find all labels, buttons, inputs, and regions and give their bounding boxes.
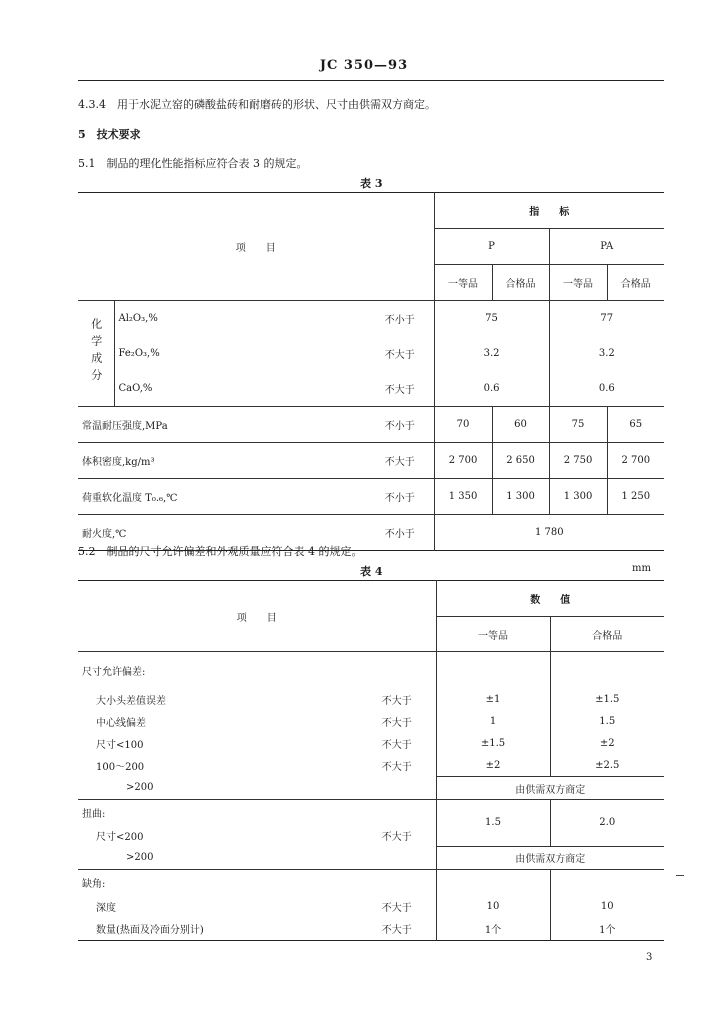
clause-number: 5.1 (78, 157, 96, 170)
margin-mark (676, 875, 684, 876)
table4-row-name: 深度 (96, 903, 116, 914)
table4-cell: 1个 (436, 918, 550, 941)
table4-row-cond: 不大于 (381, 903, 412, 914)
section-title: 技术要求 (96, 128, 141, 141)
table4-cell: 1个 (550, 918, 664, 941)
table4-row-cond: 不大于 (381, 831, 412, 843)
table4-row-name: 尺寸<100 (96, 739, 144, 751)
clause-text: 制品的理化性能指标应符合表 3 的规定。 (106, 157, 308, 170)
table4-cell: ±2.5 (550, 754, 664, 777)
table3-row-name: 常温耐压强度,MPa (82, 421, 168, 432)
table3-cell: 2 700 (434, 443, 492, 479)
table3-cell: 1 780 (434, 515, 664, 551)
table3-grade: 一等品 (434, 265, 492, 301)
clause-text: 用于水泥立窑的磷酸盐砖和耐磨砖的形状、尺寸由供需双方商定。 (117, 98, 436, 111)
table4-cell: 由供需双方商定 (436, 846, 664, 869)
table4-row-name: 100～200 (96, 761, 145, 773)
table4-cell: 2.0 (550, 800, 664, 847)
section-5-heading (78, 126, 141, 142)
table4-group-title: 尺寸允许偏差: (82, 666, 146, 678)
table4-cell: ±1.5 (436, 732, 550, 754)
table4-row-name: 大小头差值误差 (96, 695, 166, 707)
table3-cell: 3.2 (549, 336, 664, 371)
clause-number: 5.2 (78, 545, 96, 558)
table4-row-name: >200 (126, 782, 154, 794)
table3-cell: 1 250 (607, 479, 664, 515)
table4-row-cond: 不大于 (381, 695, 412, 707)
table3-chem-label: 化学成分 (89, 318, 103, 386)
table3-group-pa: PA (549, 229, 664, 265)
table3-row-cond: 不小于 (384, 421, 415, 432)
table3-cell: 0.6 (434, 371, 549, 407)
table3-row-cond: 不小于 (384, 315, 415, 326)
table3-cell: 77 (549, 301, 664, 337)
table3-row-name: Al₂O₃,% (114, 301, 366, 337)
table3-row-name: 体积密度,kg/m³ (82, 457, 155, 468)
table3-cell: 1 300 (549, 479, 607, 515)
table4-cell: 1 (436, 710, 550, 732)
table3-cell: 75 (434, 301, 549, 337)
table4-row-cond: 不大于 (381, 717, 412, 729)
table3-row-name: Fe₂O₃,% (114, 336, 366, 371)
table4-cell: ±2 (436, 754, 550, 777)
table4-cell: ±2 (550, 732, 664, 754)
table3-row-cond: 不小于 (384, 493, 415, 504)
table-4 (78, 580, 664, 941)
table4-group-title: 缺角: (82, 879, 106, 890)
table3-cell: 1 350 (434, 479, 492, 515)
table3-grade: 一等品 (549, 265, 607, 301)
table4-cell: 1.5 (550, 710, 664, 732)
table4-caption: 表 4 (360, 565, 383, 578)
header-rule (78, 80, 664, 81)
table4-grade: 合格品 (550, 617, 664, 652)
table4-item-header: 项 目 (236, 612, 277, 624)
section-number: 5 (78, 128, 86, 141)
table3-cell: 1 300 (492, 479, 549, 515)
table4-cell: ±1 (436, 688, 550, 710)
table3-cell: 60 (492, 407, 549, 443)
clause-number: 4.3.4 (78, 98, 106, 111)
clause-4-3-4 (78, 96, 436, 112)
table4-cell: 10 (436, 896, 550, 918)
table3-row-cond: 不大于 (384, 350, 415, 361)
table3-cell: 70 (434, 407, 492, 443)
table4-grade: 一等品 (436, 617, 550, 652)
table4-row-name: 数量(热面及冷面分别计) (96, 925, 204, 936)
table3-cell: 2 650 (492, 443, 549, 479)
table4-group-title: 扭曲: (82, 808, 106, 820)
table3-row-cond: 不小于 (384, 529, 415, 540)
table4-row-cond: 不大于 (381, 925, 412, 936)
table4-row-name: 尺寸<200 (96, 831, 144, 843)
table3-index-header: 指 标 (434, 193, 664, 229)
table4-value-header: 数 值 (436, 581, 664, 617)
table3-cell: 75 (549, 407, 607, 443)
table3-cell: 3.2 (434, 336, 549, 371)
table3-cell: 2 700 (607, 443, 664, 479)
clause-5-1 (78, 155, 308, 171)
document-code: JC 350—93 (319, 58, 409, 73)
clause-5-2 (78, 543, 363, 559)
table3-cell: 65 (607, 407, 664, 443)
table3-grade: 合格品 (492, 265, 549, 301)
table3-caption: 表 3 (360, 177, 383, 190)
table3-item-header: 项 目 (235, 243, 276, 254)
table3-group-p: P (434, 229, 549, 265)
table4-cell: 10 (550, 896, 664, 918)
table3-cell: 2 750 (549, 443, 607, 479)
table4-row-name: >200 (126, 851, 154, 863)
table4-cell: 由供需双方商定 (436, 777, 664, 800)
table4-row-cond: 不大于 (381, 739, 412, 751)
table4-row-name: 中心线偏差 (96, 717, 146, 729)
table3-row-cond: 不大于 (384, 457, 415, 468)
table3-row-name: 耐火度,℃ (82, 529, 127, 540)
table3-row-cond: 不大于 (384, 385, 415, 396)
table4-row-cond: 不大于 (381, 761, 412, 773)
table4-cell: 1.5 (436, 800, 550, 847)
table3-cell: 0.6 (549, 371, 664, 407)
table-3 (78, 192, 664, 551)
clause-text: 制品的尺寸允许偏差和外观质量应符合表 4 的规定。 (106, 545, 363, 558)
table3-row-name: 荷重软化温度 T₀.₆,℃ (82, 493, 178, 504)
table3-grade: 合格品 (607, 265, 664, 301)
page-number: 3 (646, 952, 653, 963)
table4-unit: mm (632, 563, 651, 574)
table3-row-name: CaO,% (114, 371, 366, 407)
table4-cell: ±1.5 (550, 688, 664, 710)
